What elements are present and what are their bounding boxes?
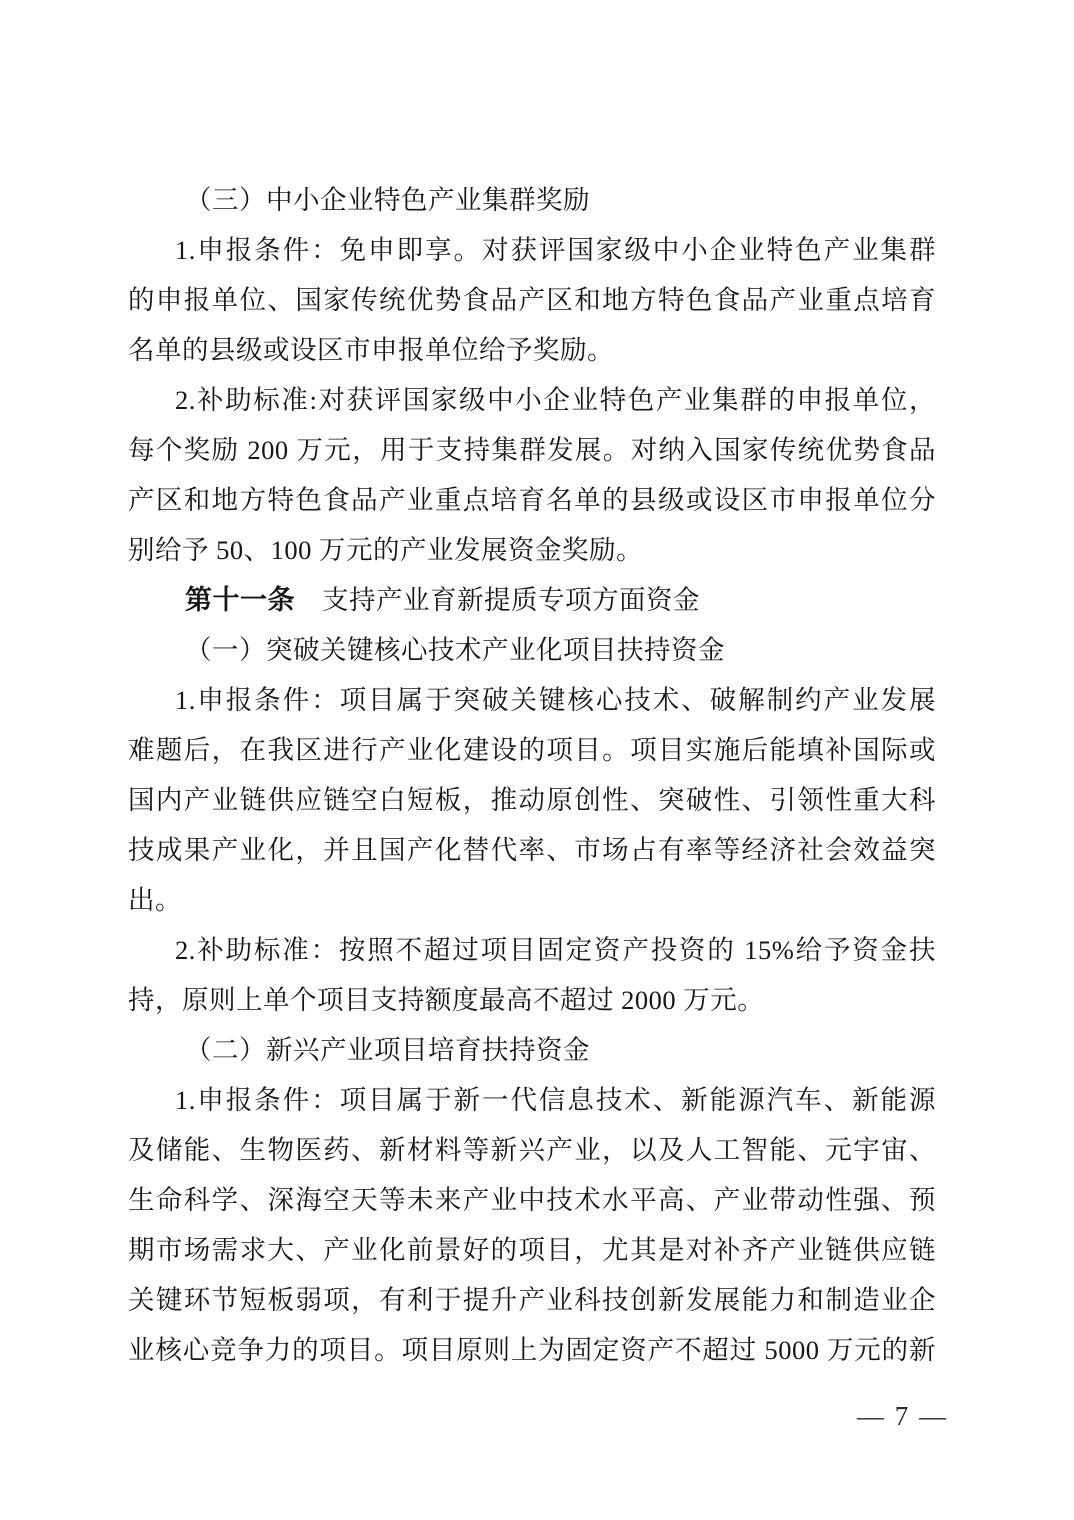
- text-line: 1.申报条件：项目属于突破关键核心技术、破解制约产业发展: [175, 685, 936, 715]
- text-line: 1.申报条件：项目属于新一代信息技术、新能源汽车、新能源: [175, 1085, 936, 1115]
- text-line: 别给予 50、100 万元的产业发展资金奖励。: [128, 535, 643, 565]
- text-line: 技成果产业化，并且国产化替代率、市场占有率等经济社会效益突: [128, 835, 936, 865]
- text-line: 难题后，在我区进行产业化建设的项目。项目实施后能填补国际或: [128, 735, 936, 765]
- article-number: 第十一条: [185, 585, 295, 615]
- body-text: [128, 175, 936, 1375]
- article-heading: [128, 575, 936, 625]
- text-line: 出。: [128, 885, 182, 915]
- article-title: 支持产业育新提质专项方面资金: [295, 585, 700, 615]
- text-line: 业核心竞争力的项目。项目原则上为固定资产不超过 5000 万元的新: [128, 1335, 936, 1365]
- text-line: 2.补助标准：按照不超过项目固定资产投资的 15%给予资金扶: [175, 935, 936, 965]
- page-number: — 7 —: [857, 1401, 948, 1431]
- text-line: 关键环节短板弱项，有利于提升产业科技创新发展能力和制造业企: [128, 1285, 936, 1315]
- text-line: 每个奖励 200 万元，用于支持集群发展。对纳入国家传统优势食品: [128, 435, 936, 465]
- text-line: 名单的县级或设区市申报单位给予奖励。: [128, 335, 614, 365]
- text-line: 2.补助标准:对获评国家级中小企业特色产业集群的申报单位，: [175, 385, 936, 415]
- section-heading-3: （三）中小企业特色产业集群奖励: [185, 185, 590, 215]
- section-heading-1: （一）突破关键核心技术产业化项目扶持资金: [185, 635, 725, 665]
- section-heading-2: （二）新兴产业项目培育扶持资金: [185, 1035, 590, 1065]
- text-line: 的申报单位、国家传统优势食品产区和地方特色食品产业重点培育: [128, 285, 936, 315]
- text-line: 1.申报条件：免申即享。对获评国家级中小企业特色产业集群: [175, 235, 936, 265]
- text-line: 生命科学、深海空天等未来产业中技术水平高、产业带动性强、预: [128, 1185, 936, 1215]
- text-line: 国内产业链供应链空白短板，推动原创性、突破性、引领性重大科: [128, 785, 936, 815]
- text-line: 产区和地方特色食品产业重点培育名单的县级或设区市申报单位分: [128, 485, 936, 515]
- text-line: 及储能、生物医药、新材料等新兴产业，以及人工智能、元宇宙、: [128, 1135, 936, 1165]
- text-line: 持，原则上单个项目支持额度最高不超过 2000 万元。: [128, 985, 765, 1015]
- text-line: 期市场需求大、产业化前景好的项目，尤其是对补齐产业链供应链: [128, 1235, 936, 1265]
